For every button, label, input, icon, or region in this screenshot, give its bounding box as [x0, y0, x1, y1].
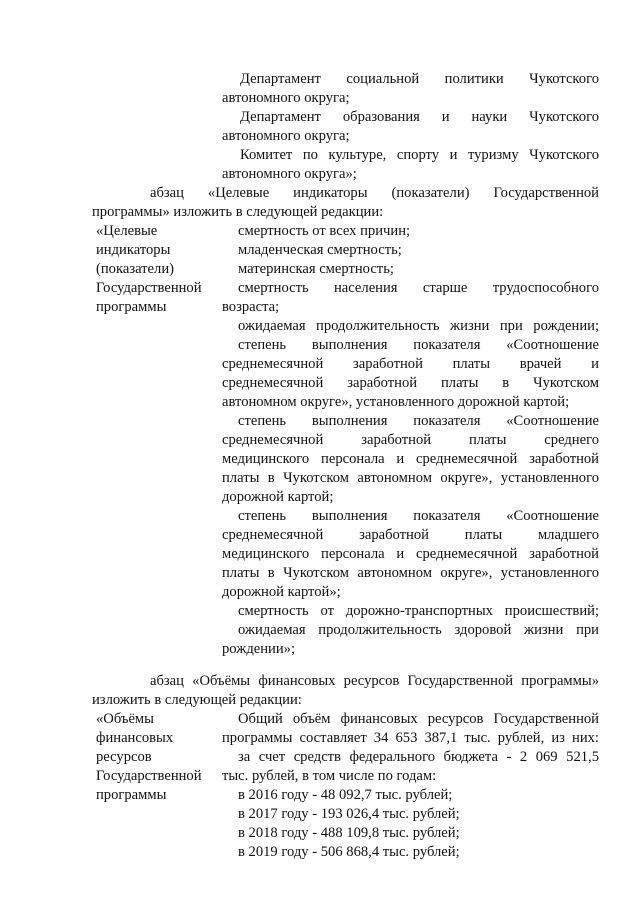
table-value-line: автономном округе», установленного дорожной картой;: [222, 394, 570, 410]
table-value-line: степень выполнения показателя «Соотношение: [238, 508, 599, 524]
paragraph-line: абзац «Целевые индикаторы (показатели) Государственной: [150, 185, 599, 201]
table-value-line: медицинского персонала и среднемесячной заработной: [222, 546, 599, 562]
table-value-line: медицинского персонала и среднемесячной заработной: [222, 451, 599, 467]
table-value-line: в 2017 году - 193 026,4 тыс. рублей;: [238, 806, 460, 822]
table-value-line: платы в Чукотском автономном округе», установленного: [222, 565, 599, 581]
table-value-line: ожидаемая продолжительность здоровой жизни при: [238, 622, 599, 638]
table-value-line: возраста;: [222, 299, 280, 315]
table-label-line: Государственной: [96, 768, 202, 784]
table-value-line: смертность населения старше трудоспособного: [238, 280, 599, 296]
table-value-line: в 2019 году - 506 868,4 тыс. рублей;: [238, 844, 460, 860]
table-value-line: младенческая смертность;: [238, 242, 402, 258]
table-label-line: «Объёмы: [96, 711, 154, 727]
table-value-line: материнская смертность;: [238, 261, 394, 277]
table-value-line: программы составляет 34 653 387,1 тыс. рублей, из них:: [222, 730, 599, 746]
table-label-line: Государственной: [96, 280, 202, 296]
list-line: автономного округа»;: [222, 166, 357, 182]
table-value-line: среднемесячной заработной платы в Чукотском: [222, 375, 599, 391]
table-value-line: дорожной картой;: [222, 489, 334, 505]
table-value-line: среднемесячной заработной платы младшего: [222, 527, 599, 543]
table-label-line: «Целевые: [96, 223, 158, 239]
list-line: Департамент социальной политики Чукотского: [240, 71, 599, 87]
table-value-line: рождении»;: [222, 641, 295, 657]
table-label-line: индикаторы: [96, 242, 171, 258]
table-value-line: в 2016 году - 48 092,7 тыс. рублей;: [238, 787, 453, 803]
table-value-line: тыс. рублей, в том числе по годам:: [222, 768, 437, 784]
table-label-line: программы: [96, 787, 167, 803]
table-value-line: смертность от всех причин;: [238, 223, 411, 239]
table-value-line: ожидаемая продолжительность жизни при рождении;: [238, 318, 599, 334]
list-line: автономного округа;: [222, 90, 350, 106]
table-value-line: степень выполнения показателя «Соотношение: [238, 413, 599, 429]
paragraph-line: программы» изложить в следующей редакции:: [92, 204, 384, 220]
table-value-line: платы в Чукотском автономном округе», установленного: [222, 470, 599, 486]
paragraph-line: абзац «Объёмы финансовых ресурсов Государственной программы»: [150, 673, 599, 689]
paragraph-line: изложить в следующей редакции:: [92, 692, 302, 708]
table-label-line: (показатели): [96, 261, 174, 277]
table-value-line: Общий объём финансовых ресурсов Государственной: [238, 711, 599, 727]
table-value-line: степень выполнения показателя «Соотношение: [238, 337, 599, 353]
table-value-line: в 2018 году - 488 109,8 тыс. рублей;: [238, 825, 460, 841]
table-value-line: смертность от дорожно-транспортных происшествий;: [238, 603, 599, 619]
table-value-line: среднемесячной заработной платы среднего: [222, 432, 599, 448]
table-value-line: дорожной картой»;: [222, 584, 341, 600]
list-line: Комитет по культуре, спорту и туризму Чукотского: [240, 147, 599, 163]
list-line: Департамент образования и науки Чукотского: [240, 109, 599, 125]
table-label-line: финансовых: [96, 730, 174, 746]
table-value-line: среднемесячной заработной платы врачей и: [222, 356, 599, 372]
table-label-line: ресурсов: [96, 749, 152, 765]
table-value-line: за счет средств федерального бюджета - 2 069 521,5: [238, 749, 599, 765]
table-label-line: программы: [96, 299, 167, 315]
list-line: автономного округа;: [222, 128, 350, 144]
